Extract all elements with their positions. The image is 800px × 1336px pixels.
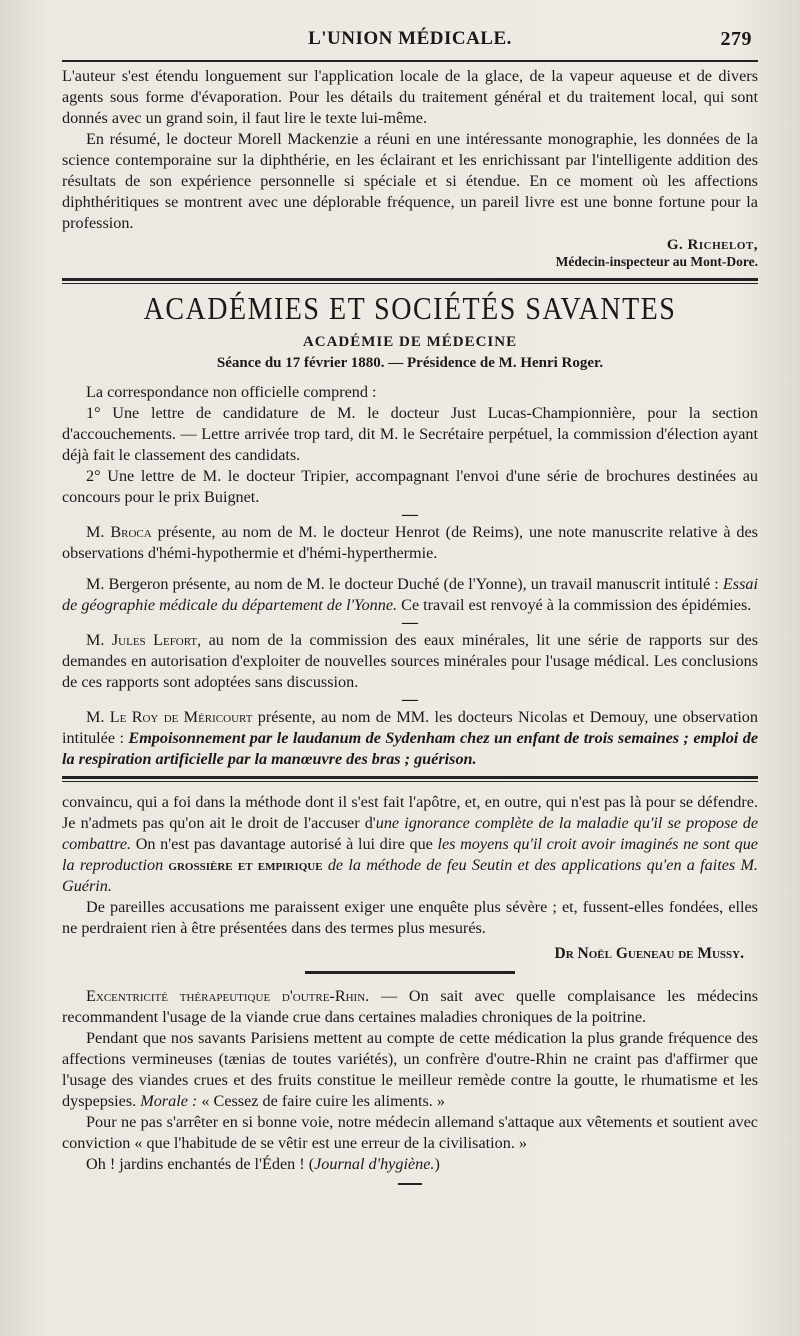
separator-dash: — (402, 614, 418, 631)
separator-dash: — (402, 506, 418, 523)
leroy-title: Empoisonnement par le laudanum de Sydenham chez un enfant de trois semaines ; emploi de la respiration artificielle par la manœuvre des bras ; guérison. (62, 729, 759, 768)
excentricite-text: Oh ! jardins enchantés de l'Éden ! ( (86, 1155, 315, 1173)
review-paragraph-1: L'auteur s'est étendu longuement sur l'application locale de la glace, de la vapeur aqueuse et de divers agents sous forme d'évaporation. Pour les détails du traitement général et du traitement local, qui sont donnés avec un grand soin, il faut lire le texte lui-même. (62, 67, 758, 127)
letter-text: convaincu, qui a foi dans la méthode dont il s'est fait l'apôtre, et, en outre, qui n'est pas là pour se défendre. Je n'admets pas qu'on ait le droit de l'accuser d' (62, 793, 758, 832)
bergeron-paragraph (62, 574, 758, 616)
letter-paragraph-1 (62, 792, 758, 897)
bergeron-title: Essai de géographie médicale du département de l'Yonne. (62, 575, 758, 614)
excentricite-text: ) (434, 1155, 440, 1173)
correspondence-item-2: 2° Une lettre de M. le docteur Tripier, accompagnant l'envoi d'une série de brochures destinées au concours pour le prix Buignet. (62, 467, 758, 506)
excentricite-italic: Journal d'hygiène. (314, 1155, 435, 1173)
excentricite-paragraph-3: Pour ne pas s'arrêter en si bonne voie, notre médecin allemand s'attaque aux vêtements et soutient avec conviction « que l'habitude de se vêtir est une erreur de la civilisation. » (62, 1113, 758, 1152)
lefort-paragraph (62, 630, 758, 693)
broca-text: présente, au nom de M. le docteur Henrot (de Reims), une note manuscrite relative à des observations d'hémi-hypothermie et d'hémi-hyperthermie. (62, 523, 758, 562)
broca-paragraph (62, 522, 758, 564)
page-number: 279 (720, 28, 752, 50)
excentricite-paragraph-2 (62, 1028, 758, 1112)
section-divider (62, 278, 758, 284)
leroy-paragraph (62, 707, 758, 770)
separator-dash: — (402, 691, 418, 708)
excentricite-paragraph-1 (62, 986, 758, 1028)
letter-smallcaps: grossière et empirique (168, 856, 323, 874)
header-rule (62, 60, 758, 62)
end-rule (398, 1183, 422, 1185)
letter-italic: de la méthode de feu Seutin et des applications qu'en a faites M. Guérin. (62, 856, 758, 895)
letter-signature: Dr Noël Gueneau de Mussy. (554, 945, 744, 962)
leroy-text: présente, au nom de MM. les docteurs Nicolas et Demouy, une observation intitulée : (62, 708, 758, 747)
letter-italic: les moyens qu'il croit avoir imaginés ne sont que la reproduction (62, 835, 758, 874)
excentricite-text: — On sait avec quelle complaisance les médecins recommandent l'usage de la viande crue dans certaines maladies chroniques de la poitrine. (62, 987, 758, 1026)
session-line: Séance du 17 février 1880. — Présidence de M. Henri Roger. (216, 355, 604, 371)
correspondence-intro: La correspondance non officielle comprend : (86, 383, 377, 401)
broca-name: M. Broca (86, 523, 152, 541)
excentricite-paragraph-4 (62, 1154, 758, 1175)
review-paragraph-2: En résumé, le docteur Morell Mackenzie a réuni en une intéressante monographie, les données de la science contemporaine sur la diphthérie, en les éclairant et les enrichissant par l'intelligente addition des résultats de son expérience personnelle si spéciale et si étendue. En ce moment où les affections diphthéritiques se montrent avec une déplorable fréquence, un pareil livre est une bonne fortune pour la profession. (62, 130, 758, 232)
review-signature: G. Richelot, (666, 237, 758, 253)
excentricite-text: Pendant que nos savants Parisiens mettent au compte de cette médication la plus grande fréquence des affections vermineuses (tænias de toutes variétés), un confrère d'outre-Rhin ne craint pas d'affirmer que l'usage des viandes crues et des fruits constitue le meilleur remède contre la goutte, le rhumatisme et les dyspepsies. (62, 1029, 758, 1110)
excentricite-italic: Morale : (140, 1092, 198, 1110)
excentricite-text: « Cessez de faire cuire les aliments. » (197, 1092, 445, 1110)
lefort-name: M. Jules Lefort (86, 631, 198, 649)
letter-paragraph-2: De pareilles accusations me paraissent exiger une enquête plus sévère ; et, fussent-elles fondées, elles ne perdraient rien à être présentées dans des termes plus mesurés. (62, 898, 758, 937)
excentricite-title: Excentricité thérapeutique d'outre-Rhin. (86, 987, 370, 1005)
lefort-text: , au nom de la commission des eaux minérales, lit une série de rapports sur des demandes en autorisation d'exploiter de nouvelles sources minérales pour l'usage médical. Les conclusions de ces rapports sont adoptées sans discussion. (62, 631, 758, 691)
section-divider (62, 776, 758, 782)
bergeron-end: Ce travail est renvoyé à la commission des épidémies. (397, 596, 752, 614)
section-heading: ACADÉMIES ET SOCIÉTÉS SAVANTES (143, 291, 677, 328)
running-head (62, 22, 758, 56)
leroy-name: M. Le Roy de Méricourt (86, 708, 253, 726)
journal-title: L'UNION MÉDICALE. (308, 28, 512, 49)
academy-subheading: ACADÉMIE DE MÉDECINE (302, 334, 518, 350)
review-signature-role: Médecin-inspecteur au Mont-Dore. (555, 254, 758, 269)
letter-text: On n'est pas davantage autorisé à lui dire que (131, 835, 438, 853)
short-divider (305, 971, 515, 974)
bergeron-text: M. Bergeron présente, au nom de M. le docteur Duché (de l'Yonne), un travail manuscrit intitulé : (86, 575, 723, 593)
letter-italic: une ignorance complète de la maladie qu'il se propose de combattre. (62, 814, 758, 853)
correspondence-item-1: 1° Une lettre de candidature de M. le docteur Just Lucas-Championnière, pour la section d'accouchements. — Lettre arrivée trop tard, dit M. le Secrétaire perpétuel, la commission d'élection ayant déjà fait le classement des candidats. (62, 404, 758, 464)
